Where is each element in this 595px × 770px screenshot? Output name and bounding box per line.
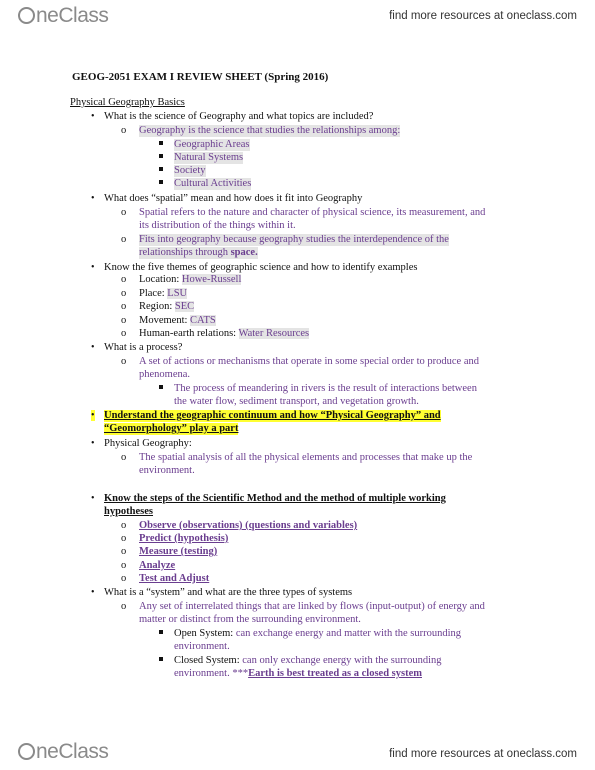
list-item: o Geography is the science that studies the relationships among: xyxy=(121,125,401,136)
logo-circle-icon xyxy=(18,7,35,24)
list-item: o Region: SEC xyxy=(121,301,195,312)
oneclass-logo: neClass xyxy=(18,4,108,28)
header-tagline[interactable]: find more resources at oneclass.com xyxy=(389,10,577,22)
list-item: o Predict (hypothesis) xyxy=(121,533,229,544)
oneclass-logo-footer: neClass xyxy=(18,740,108,764)
list-item: • Know the steps of the Scientific Method and the method of multiple working xyxy=(91,493,446,504)
list-item: o Fits into geography because geography studies the interdependence of the xyxy=(121,234,449,245)
list-item: o Measure (testing) xyxy=(121,546,218,557)
page-title: GEOG-2051 EXAM I REVIEW SHEET (Spring 2016) xyxy=(72,71,329,83)
list-item: Society xyxy=(159,165,163,177)
list-item: Cultural Activities xyxy=(159,178,163,190)
list-item: Closed System: can only exchange energy with the surrounding xyxy=(159,655,163,667)
list-item: o Movement: CATS xyxy=(121,315,216,326)
list-item: o Any set of interrelated things that are linked by flows (input-output) of energy and xyxy=(121,601,485,612)
list-item: o Location: Howe-Russell xyxy=(121,274,242,285)
footer-tagline[interactable]: find more resources at oneclass.com xyxy=(389,748,577,760)
list-item: Geographic Areas xyxy=(159,139,163,151)
list-item: • Physical Geography: xyxy=(91,438,192,449)
list-item: o Spatial refers to the nature and character of physical science, its measurement, and xyxy=(121,207,486,218)
list-item: Natural Systems xyxy=(159,152,163,164)
list-item: • What is a “system” and what are the three types of systems xyxy=(91,587,353,598)
list-item: The process of meandering in rivers is the result of interactions between xyxy=(159,383,163,395)
list-item: o Place: LSU xyxy=(121,288,188,299)
list-item: Open System: can exchange energy and matter with the surrounding xyxy=(159,628,163,640)
list-item: • What is a process? xyxy=(91,342,183,353)
list-item: • What is the science of Geography and what topics are included? xyxy=(91,111,374,122)
list-item: o Human-earth relations: Water Resources xyxy=(121,328,310,339)
list-item: o A set of actions or mechanisms that operate in some special order to produce and xyxy=(121,356,479,367)
list-item: o Analyze xyxy=(121,560,176,571)
list-item: • Know the five themes of geographic science and how to identify examples xyxy=(91,262,418,273)
list-item: o Test and Adjust xyxy=(121,573,210,584)
list-item: • What does “spatial” mean and how does it fit into Geography xyxy=(91,193,363,204)
list-item: o Observe (observations) (questions and variables) xyxy=(121,520,358,531)
list-item: o The spatial analysis of all the physical elements and processes that make up the xyxy=(121,452,473,463)
section-heading: Physical Geography Basics xyxy=(70,97,185,108)
list-item: • Understand the geographic continuum and how “Physical Geography” and xyxy=(91,410,441,421)
logo-circle-icon xyxy=(18,743,35,760)
